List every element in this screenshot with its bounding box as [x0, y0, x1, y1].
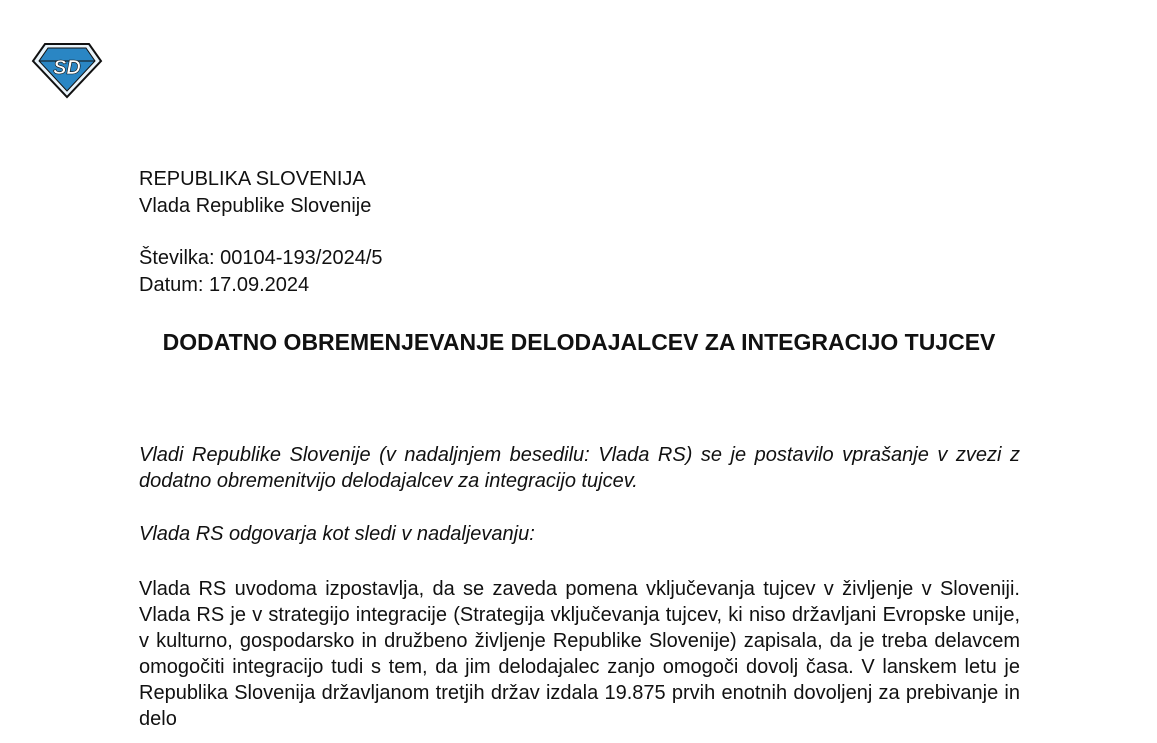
document-number: Številka: 00104-193/2024/5 [139, 247, 383, 269]
document-header [139, 166, 371, 220]
document-meta [139, 245, 383, 299]
document-title: DODATNO OBREMENJEVANJE DELODAJALCEV ZA INTEGRACIJO TUJCEV [162, 329, 996, 355]
sd-logo [31, 41, 103, 99]
sd-diamond-logo-icon [31, 41, 103, 99]
document-date: Datum: 17.09.2024 [139, 274, 310, 296]
svg-text:SD: SD [53, 57, 81, 79]
lead-paragraph: Vlada RS odgovarja kot sledi v nadaljevanju: [139, 523, 535, 545]
header-government: Vlada Republike Slovenije [139, 195, 372, 217]
intro-paragraph: Vladi Republike Slovenije (v nadaljnjem besedilu: Vlada RS) se je postavilo vprašanje v zvezi z dodatno obremenitvijo delodajalcev za integracijo tujcev. [139, 444, 1020, 492]
header-country: REPUBLIKA SLOVENIJA [139, 168, 366, 190]
main-paragraph: Vlada RS uvodoma izpostavlja, da se zaveda pomena vključevanja tujcev v življenje v Sloveniji. Vlada RS je v strategijo integracije (Strategija vključevanja tujcev, ki niso državljani Evropske unije, v kulturno, gospodarsko in družbeno življenje Republike Slovenije) zapisala, da je treba delavcem omogočiti integracijo tudi s tem, da jim delodajalec zanjo omogoči dovolj časa. V lanskem letu je Republika Slovenija državljanom tretjih držav izdala 19.875 prvih enotnih dovoljenj za prebivanje in delo [139, 578, 1020, 730]
